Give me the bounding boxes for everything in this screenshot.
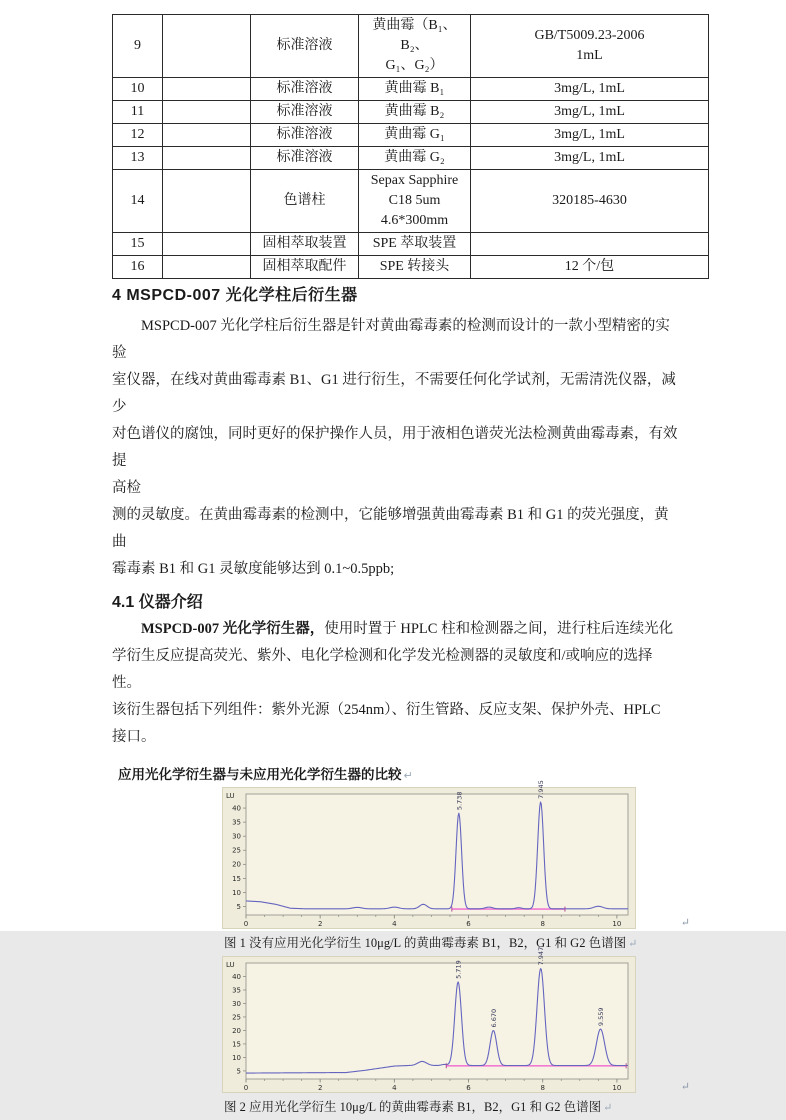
svg-text:0: 0 (243, 920, 249, 928)
paragraph-return-mark: ↵ (680, 917, 690, 929)
svg-text:4: 4 (392, 920, 397, 928)
table-row (113, 147, 709, 170)
table-row (113, 170, 709, 233)
table-cell-row-number: 10 (113, 78, 163, 101)
svg-text:10: 10 (612, 1084, 622, 1092)
figure-1-chromatogram (222, 780, 690, 929)
table-cell-row-number: 11 (113, 101, 163, 124)
text-line: 高检 (112, 480, 141, 496)
table-cell-item-name: 标准溶液 (251, 124, 359, 147)
paragraph-return-mark: ↵ (680, 1081, 690, 1093)
table-cell-item-name: 固相萃取配件 (251, 256, 359, 279)
svg-text:LU: LU (226, 961, 235, 969)
svg-text:6: 6 (466, 920, 471, 928)
svg-text:15: 15 (232, 1040, 241, 1049)
paragraph-return-mark: ↵ (628, 938, 638, 950)
table-row (113, 78, 709, 101)
svg-text:4: 4 (392, 1084, 397, 1092)
table-cell-item-name: 标准溶液 (251, 78, 359, 101)
table-cell-item-spec: 黄曲霉（B₁、B₂、 G₁、G₂） (359, 15, 471, 78)
table-cell-item-name: 标准溶液 (251, 15, 359, 78)
section-4-heading: 4 MSPCD-007 光化学柱后衍生器 (112, 287, 358, 304)
svg-text:20: 20 (232, 860, 241, 869)
table-cell-row-number: 9 (113, 15, 163, 78)
equipment-table (112, 14, 709, 279)
svg-text:25: 25 (232, 846, 241, 855)
text-line: 霉毒素 B1 和 G1 灵敏度能够达到 0.1~0.5ppb; (112, 561, 395, 577)
table-cell-item-spec: SPE 转接头 (359, 256, 471, 279)
svg-text:9.559: 9.559 (597, 1007, 606, 1027)
comparison-heading: 应用光化学衍生器与未应用光化学衍生器的比较 ↵ (118, 767, 413, 782)
table-cell-blank-cell (163, 15, 251, 78)
table-cell-item-spec: 黄曲霉 G₂ (359, 147, 471, 170)
text-line: MSPCD-007 光化学衍生器，使用时置于 HPLC 柱和检测器之间，进行柱后连续光化 (112, 621, 674, 637)
figure-2-chromatogram (222, 946, 690, 1093)
svg-text:6.670: 6.670 (489, 1008, 498, 1028)
svg-text:5: 5 (236, 1067, 241, 1076)
svg-text:0: 0 (243, 1084, 249, 1092)
table-cell-blank-cell (163, 101, 251, 124)
table-cell-blank-cell (163, 170, 251, 233)
table-cell-blank-cell (163, 78, 251, 101)
text-line: 测的灵敏度。在黄曲霉毒素的检测中，它能够增强黄曲霉毒素 B1 和 G1 的荧光强度，黄曲 (112, 507, 669, 550)
table-row (113, 15, 709, 78)
table-cell-item-standard: 320185-4630 (471, 170, 709, 233)
svg-text:7.947: 7.947 (537, 946, 546, 966)
svg-text:2: 2 (317, 920, 323, 928)
chromatogram-with-derivatization (222, 946, 636, 1093)
table-cell-item-standard: 3mg/L, 1mL (471, 124, 709, 147)
svg-text:5: 5 (236, 902, 241, 911)
svg-text:25: 25 (232, 1013, 241, 1022)
table-cell-item-spec: 黄曲霉 B₁ (359, 78, 471, 101)
section-4-1-heading: 4.1 仪器介绍 (112, 594, 203, 611)
table-cell-item-standard: 3mg/L, 1mL (471, 78, 709, 101)
table-cell-item-spec: 黄曲霉 G₁ (359, 124, 471, 147)
svg-text:LU: LU (226, 792, 235, 800)
table-cell-item-spec: Sepax Sapphire C18 5um 4.6*300mm (359, 170, 471, 233)
table-cell-item-standard: 3mg/L, 1mL (471, 101, 709, 124)
text-line: 室仪器，在线对黄曲霉毒素 B1、G1 进行衍生，不需要任何化学试剂，无需清洗仪器，减少 (112, 372, 676, 415)
svg-text:2: 2 (317, 1084, 323, 1092)
text-line: MSPCD-007 光化学柱后衍生器是针对黄曲霉毒素的检测而设计的一款小型精密的实验 (112, 318, 670, 361)
table-row (113, 101, 709, 124)
table-cell-item-name: 色谱柱 (251, 170, 359, 233)
table-cell-blank-cell (163, 147, 251, 170)
document-body (112, 252, 690, 1120)
svg-text:35: 35 (232, 818, 241, 827)
svg-text:5.738: 5.738 (455, 791, 464, 811)
svg-text:8: 8 (540, 920, 545, 928)
text-line: 该衍生器包括下列组件：紫外光源（254nm）、衍生管路、反应支架、保护外壳、HPLC 接口。 (112, 702, 665, 745)
svg-text:8: 8 (540, 1084, 545, 1092)
svg-text:35: 35 (232, 986, 241, 995)
paragraph-return-mark: ↵ (603, 1102, 613, 1114)
svg-text:15: 15 (232, 874, 241, 883)
table-cell-item-spec: 黄曲霉 B₂ (359, 101, 471, 124)
svg-text:5.719: 5.719 (454, 960, 463, 979)
figure-2-caption: 图 2 应用光化学衍生 10μg/L 的黄曲霉毒素 B1，B2，G1 和 G2 色谱图 ↵ (224, 1100, 613, 1114)
table-cell-row-number: 14 (113, 170, 163, 233)
chromatogram-without-derivatization (222, 780, 636, 929)
text-line: 学衍生反应提高荧光、紫外、电化学检测和化学发光检测器的灵敏度和/或响应的选择性。 (112, 648, 653, 691)
svg-text:40: 40 (232, 804, 241, 813)
svg-text:30: 30 (232, 999, 241, 1008)
paragraph-return-mark: ↵ (403, 770, 413, 782)
svg-text:40: 40 (232, 972, 241, 981)
svg-text:10: 10 (232, 1053, 241, 1062)
svg-text:10: 10 (232, 888, 241, 897)
table-cell-item-spec: SPE 萃取装置 (359, 233, 471, 256)
figure-1-caption: 图 1 没有应用光化学衍生 10μg/L 的黄曲霉毒素 B1，B2，G1 和 G2 色谱图 ↵ (224, 936, 638, 950)
table-cell-item-name: 标准溶液 (251, 147, 359, 170)
svg-text:7.945: 7.945 (537, 780, 546, 799)
svg-text:20: 20 (232, 1026, 241, 1035)
table-cell-row-number: 13 (113, 147, 163, 170)
table-cell-item-name: 固相萃取装置 (251, 233, 359, 256)
svg-text:30: 30 (232, 832, 241, 841)
section-4-paragraph (112, 313, 678, 583)
table-cell-row-number: 15 (113, 233, 163, 256)
table-cell-item-standard: 3mg/L, 1mL (471, 147, 709, 170)
table-cell-row-number: 12 (113, 124, 163, 147)
table-cell-item-standard: GB/T5009.23-2006 1mL (471, 15, 709, 78)
table-cell-row-number: 16 (113, 256, 163, 279)
svg-text:10: 10 (612, 920, 622, 928)
svg-text:6: 6 (466, 1084, 471, 1092)
table-cell-blank-cell (163, 124, 251, 147)
table-cell-item-name: 标准溶液 (251, 101, 359, 124)
section-4-1-paragraph (112, 616, 678, 751)
text-line: 对色谱仪的腐蚀，同时更好的保护操作人员，用于液相色谱荧光法检测黄曲霉毒素，有效提 (112, 426, 678, 469)
table-cell-item-standard: 12 个/包 (471, 256, 709, 279)
table-row (113, 124, 709, 147)
